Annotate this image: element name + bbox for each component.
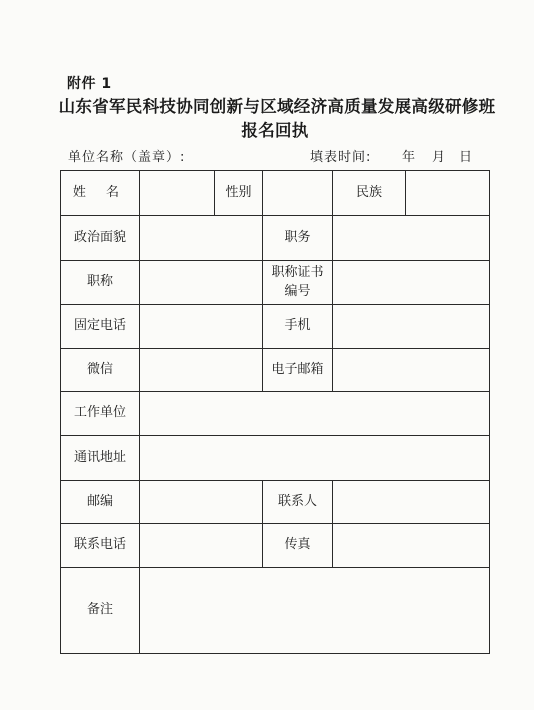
postcode-label: 邮编 bbox=[61, 481, 140, 524]
month-label: 月 bbox=[432, 150, 447, 165]
table-row bbox=[61, 305, 490, 349]
contact-phone-label: 联系电话 bbox=[61, 524, 140, 568]
cert-label-line2: 编号 bbox=[284, 283, 311, 299]
landline-label: 固定电话 bbox=[61, 305, 140, 349]
email-field[interactable] bbox=[333, 349, 490, 392]
name-label: 姓 名 bbox=[61, 171, 140, 216]
address-field[interactable] bbox=[140, 436, 490, 481]
table-row bbox=[61, 171, 490, 216]
unit-name-label: 单位名称（盖章）: bbox=[68, 150, 186, 165]
address-label: 通讯地址 bbox=[61, 436, 140, 481]
title-field[interactable] bbox=[140, 261, 263, 305]
cert-label-line1: 职称证书 bbox=[271, 264, 324, 280]
cert-field[interactable] bbox=[333, 261, 490, 305]
political-label: 政治面貌 bbox=[61, 216, 140, 261]
ethnicity-label: 民族 bbox=[333, 171, 406, 216]
position-field[interactable] bbox=[333, 216, 490, 261]
wechat-field[interactable] bbox=[140, 349, 263, 392]
table-row bbox=[61, 524, 490, 568]
mobile-field[interactable] bbox=[333, 305, 490, 349]
name-field[interactable] bbox=[140, 171, 215, 216]
fax-label: 传真 bbox=[263, 524, 333, 568]
political-field[interactable] bbox=[140, 216, 263, 261]
landline-field[interactable] bbox=[140, 305, 263, 349]
table-row bbox=[61, 261, 490, 305]
remarks-field[interactable] bbox=[140, 568, 490, 654]
contact-phone-field[interactable] bbox=[140, 524, 263, 568]
cert-label bbox=[263, 261, 333, 305]
contact-field[interactable] bbox=[333, 481, 490, 524]
postcode-field[interactable] bbox=[140, 481, 263, 524]
contact-label: 联系人 bbox=[263, 481, 333, 524]
year-label: 年 bbox=[402, 150, 417, 165]
table-row bbox=[61, 436, 490, 481]
work-unit-field[interactable] bbox=[140, 392, 490, 436]
table-row bbox=[61, 481, 490, 524]
gender-field[interactable] bbox=[263, 171, 333, 216]
document-subtitle: 报名回执 bbox=[241, 121, 309, 140]
table-row bbox=[61, 392, 490, 436]
day-label: 日 bbox=[459, 150, 474, 165]
title-label: 职称 bbox=[61, 261, 140, 305]
mobile-label: 手机 bbox=[263, 305, 333, 349]
registration-form-table bbox=[60, 170, 490, 654]
work-unit-label: 工作单位 bbox=[61, 392, 140, 436]
gender-label: 性别 bbox=[215, 171, 263, 216]
wechat-label: 微信 bbox=[61, 349, 140, 392]
fax-field[interactable] bbox=[333, 524, 490, 568]
table-row bbox=[61, 216, 490, 261]
document-title: 山东省军民科技协同创新与区域经济高质量发展高级研修班 bbox=[58, 97, 496, 116]
fill-time-label: 填表时间: bbox=[310, 150, 372, 165]
table-row bbox=[61, 349, 490, 392]
position-label: 职务 bbox=[263, 216, 333, 261]
attachment-label: 附件 1 bbox=[67, 76, 112, 92]
remarks-label: 备注 bbox=[61, 568, 140, 654]
table-row bbox=[61, 568, 490, 654]
email-label: 电子邮箱 bbox=[263, 349, 333, 392]
ethnicity-field[interactable] bbox=[406, 171, 490, 216]
